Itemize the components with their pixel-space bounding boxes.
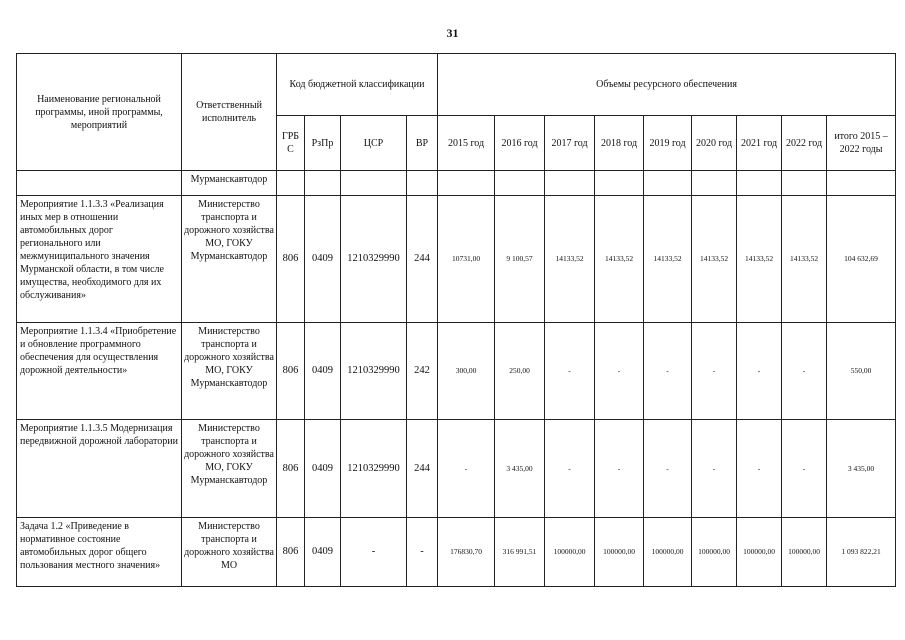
- row-vr: 244: [407, 420, 438, 518]
- header-code-csr: ЦСР: [341, 116, 407, 171]
- header-year-total: итого 2015 – 2022 годы: [827, 116, 896, 171]
- row-rzpr: 0409: [305, 518, 341, 587]
- header-executor: Ответственный исполнитель: [182, 54, 277, 171]
- row-value: -: [737, 420, 782, 518]
- header-year: 2016 год: [495, 116, 545, 171]
- row-value: 14133,52: [595, 196, 644, 323]
- row-value: -: [545, 323, 595, 420]
- row-name: Мероприятие 1.1.3.5 Модернизация передвижной дорожной лаборатории: [17, 420, 182, 518]
- row-value-total: 550,00: [827, 323, 896, 420]
- header-year: 2020 год: [692, 116, 737, 171]
- table-row: [17, 323, 896, 420]
- row-vr: -: [407, 518, 438, 587]
- row-value: -: [595, 420, 644, 518]
- row-rzpr: 0409: [305, 196, 341, 323]
- row-executor: Министерство транспорта и дорожного хозяйства МО, ГОКУ Мурманскавтодор: [182, 196, 277, 323]
- row-grbs: 806: [277, 420, 305, 518]
- row-value: -: [438, 420, 495, 518]
- row-value: 100000,00: [782, 518, 827, 587]
- row-value: 300,00: [438, 323, 495, 420]
- row-value: -: [782, 420, 827, 518]
- header-year: 2021 год: [737, 116, 782, 171]
- row-csr: -: [341, 518, 407, 587]
- table-row: [17, 196, 896, 323]
- row-value: 3 435,00: [495, 420, 545, 518]
- row-value: -: [644, 323, 692, 420]
- row-value: 9 100,57: [495, 196, 545, 323]
- row-value: 14133,52: [692, 196, 737, 323]
- row-value: 14133,52: [644, 196, 692, 323]
- header-year: 2017 год: [545, 116, 595, 171]
- table-row: [17, 420, 896, 518]
- header-year: 2022 год: [782, 116, 827, 171]
- header-code-vr: ВР: [407, 116, 438, 171]
- page-number: 31: [446, 26, 459, 40]
- row-value: -: [545, 420, 595, 518]
- row-value-total: 1 093 822,21: [827, 518, 896, 587]
- row-value: 176830,70: [438, 518, 495, 587]
- row-value: 14133,52: [545, 196, 595, 323]
- row-value-total: 3 435,00: [827, 420, 896, 518]
- row-value: 100000,00: [692, 518, 737, 587]
- row-rzpr: 0409: [305, 323, 341, 420]
- row-name: [17, 171, 182, 196]
- row-value: 100000,00: [595, 518, 644, 587]
- row-csr: 1210329990: [341, 323, 407, 420]
- row-value: -: [692, 323, 737, 420]
- table-row: [17, 518, 896, 587]
- header-code-grbs: ГРБ С: [277, 116, 305, 171]
- row-value: 250,00: [495, 323, 545, 420]
- row-csr: 1210329990: [341, 196, 407, 323]
- header-year: 2018 год: [595, 116, 644, 171]
- row-rzpr: 0409: [305, 420, 341, 518]
- row-value: 316 991,51: [495, 518, 545, 587]
- row-value: 10731,00: [438, 196, 495, 323]
- row-value: 100000,00: [545, 518, 595, 587]
- header-name: Наименование региональной программы, иной программы, мероприятий: [17, 54, 182, 171]
- row-value-total: 104 632,69: [827, 196, 896, 323]
- row-executor: Министерство транспорта и дорожного хозяйства МО, ГОКУ Мурманскавтодор: [182, 323, 277, 420]
- header-resources-group: Объемы ресурсного обеспечения: [438, 54, 896, 116]
- header-code-rzpr: РзПр: [305, 116, 341, 171]
- table-row-carry: [17, 171, 896, 196]
- row-name: Мероприятие 1.1.3.4 «Приобретение и обновление программного обеспечения для осуществления дорожной деятельности»: [17, 323, 182, 420]
- row-name: Мероприятие 1.1.3.3 «Реализация иных мер в отношении автомобильных дорог регионального или межмуниципального значения Мурманской области, в том числе имущества, необходимого для их обслуживания»: [17, 196, 182, 323]
- budget-table: [16, 53, 896, 587]
- row-vr: 244: [407, 196, 438, 323]
- row-value: 14133,52: [737, 196, 782, 323]
- row-value: -: [737, 323, 782, 420]
- row-value: -: [644, 420, 692, 518]
- row-executor: Министерство транспорта и дорожного хозяйства МО: [182, 518, 277, 587]
- row-executor: Мурманскавтодор: [182, 171, 277, 196]
- row-csr: 1210329990: [341, 420, 407, 518]
- header-code-group: Код бюджетной классификации: [277, 54, 438, 116]
- header-row-top: [17, 54, 896, 116]
- row-value: 14133,52: [782, 196, 827, 323]
- row-name: Задача 1.2 «Приведение в нормативное состояние автомобильных дорог общего пользования местного значения»: [17, 518, 182, 587]
- header-year: 2019 год: [644, 116, 692, 171]
- row-grbs: 806: [277, 323, 305, 420]
- row-value: 100000,00: [644, 518, 692, 587]
- row-value: -: [782, 323, 827, 420]
- row-vr: 242: [407, 323, 438, 420]
- header-year: 2015 год: [438, 116, 495, 171]
- row-grbs: 806: [277, 518, 305, 587]
- row-value: -: [692, 420, 737, 518]
- row-grbs: 806: [277, 196, 305, 323]
- row-value: -: [595, 323, 644, 420]
- row-value: 100000,00: [737, 518, 782, 587]
- row-executor: Министерство транспорта и дорожного хозяйства МО, ГОКУ Мурманскавтодор: [182, 420, 277, 518]
